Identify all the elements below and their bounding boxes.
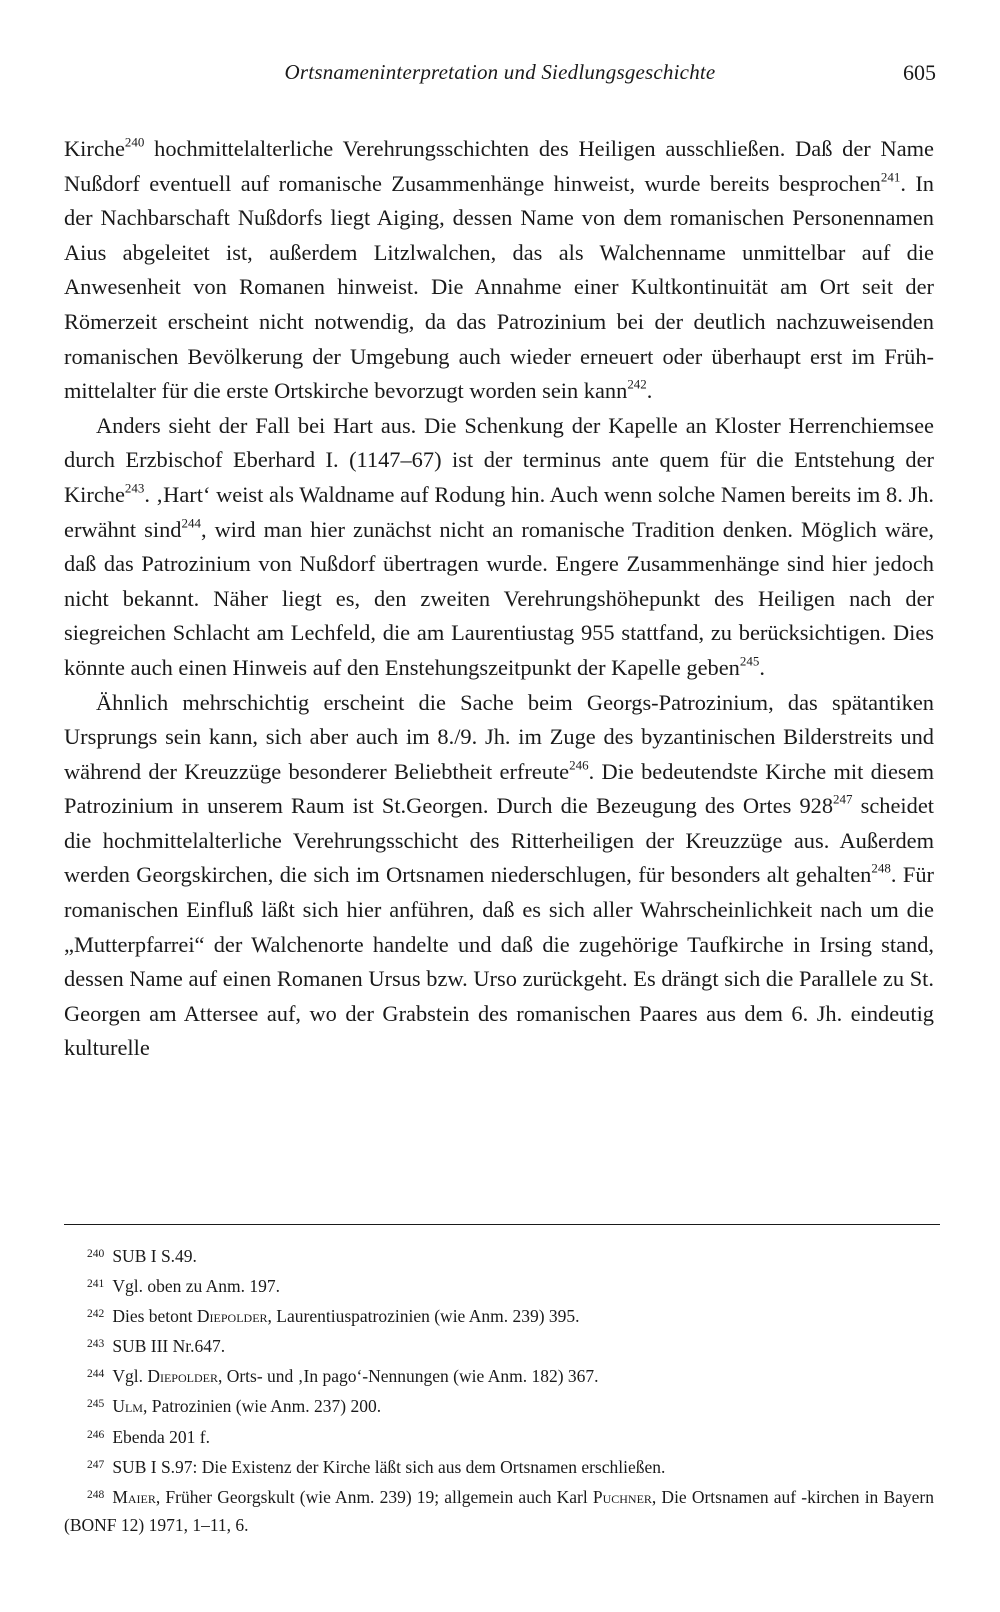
footnote-243 <box>64 1331 934 1361</box>
footnote-text: Dies betont <box>112 1306 197 1327</box>
footnote-text: SUB III Nr.647. <box>112 1336 226 1357</box>
footnote-248 <box>64 1482 934 1540</box>
footnote-ref-247: 247 <box>833 791 853 807</box>
text-run: . <box>759 654 765 680</box>
footnote-number: 244 <box>87 1368 105 1381</box>
footnote-number: 240 <box>87 1248 105 1260</box>
text-run: Anders sieht der Fall bei Hart aus. Die Schenkung der Kapelle an Kloster Herrenchiemsee durch Erzbischof Eberhard I. (1147–67) ist der terminus ante quem für die Entstehung der Kirche <box>64 412 934 507</box>
text-run: . Für romanischen Einfluß läßt sich hier anführen, daß es sich aller Wahrscheinlichkeit nach um die „Mutterpfarrei“ der Walchenorte handelte und daß die zugehörige Taufkirche in Irsing stand, dessen Name auf einen Romanen Ursus bzw. Urso zurückgeht. Es drängt sich die Parallele zu St. Georgen am Attersee auf, wo der Grabstein des romanischen Paares aus dem 6. Jh. eindeutig kulturelle <box>64 862 934 1061</box>
footnote-text: , Orts- und ‚In pago‘-Nennungen (wie Anm. 182) 367. <box>217 1366 599 1387</box>
footnote-text: SUB I S.97: Die Existenz der Kirche läßt sich aus dem Ortsnamen erschließen. <box>112 1456 666 1477</box>
footnote-ref-248: 248 <box>871 861 891 877</box>
footnote-247 <box>64 1452 934 1482</box>
footnote-245 <box>64 1391 934 1421</box>
footnote-ref-242: 242 <box>627 376 647 392</box>
text-run: . In der Nachbarschaft Nußdorfs liegt Aiging, dessen Name von dem romanischen Personennamen Aius abgeleitet ist, außerdem Litzlwalchen, das als Walchenname unmittelbar auf die Anwesenheit von Romanen hinweist. Die Annahme einer Kultkontinuität am Ort seit der Römerzeit erscheint nicht notwendig, da das Patrozinium bei der deutlich nachzuweisenden romanischen Bevölkerung der Umgebung auch wieder erneuert oder überhaupt erst im Frühmittelalter für die erste Ortskirche bevorzugt worden sein kann <box>64 170 934 404</box>
footnote-text: , Patrozinien (wie Anm. 237) 200. <box>142 1396 382 1417</box>
footnote-text: Ebenda 201 f. <box>112 1426 211 1447</box>
footnote-number: 246 <box>87 1428 105 1441</box>
author-name: Maier <box>112 1486 156 1507</box>
paragraph-2 <box>64 409 934 686</box>
footnote-number: 243 <box>87 1338 105 1351</box>
footnote-240 <box>64 1241 934 1271</box>
footnote-number: 248 <box>87 1488 105 1501</box>
footnote-text: , Früher Georgskult (wie Anm. 239) 19; allgemein auch Karl <box>155 1486 593 1507</box>
text-run: Kirche <box>64 136 125 161</box>
footnote-number: 245 <box>87 1398 105 1411</box>
footnote-number: 241 <box>87 1278 105 1291</box>
author-name: Puchner <box>592 1486 652 1507</box>
footnote-text: SUB I S.49. <box>112 1246 197 1267</box>
footnote-text: , Laurentiuspatrozinien (wie Anm. 239) 395. <box>267 1306 580 1327</box>
page-number: 605 <box>903 60 936 85</box>
footnote-241 <box>64 1271 934 1301</box>
footnote-ref-241: 241 <box>880 169 901 185</box>
author-name: Diepolder <box>147 1366 218 1387</box>
footnote-number: 247 <box>87 1458 105 1471</box>
footnote-ref-243: 243 <box>124 480 145 496</box>
paragraph-1 <box>64 132 934 409</box>
main-text <box>64 132 934 1066</box>
footnote-text: Vgl. oben zu Anm. 197. <box>112 1276 281 1297</box>
footnote-ref-244: 244 <box>181 515 201 531</box>
footnote-text: , Die Ortsnamen auf -kirchen in Bayern (BONF 12) 1971, 1–11, 6. <box>64 1486 934 1535</box>
footnote-246 <box>64 1422 934 1452</box>
running-title: Ortsnameninterpretation und Siedlungsgeschichte <box>284 60 716 84</box>
footnote-divider <box>64 1224 940 1225</box>
footnotes <box>64 1241 934 1540</box>
author-name: Diepolder <box>196 1306 268 1327</box>
text-run: . ‚Hart‘ weist als Waldname auf Rodung hin. Auch wenn solche Namen bereits im 8. Jh. erwähnt sind <box>64 481 934 542</box>
paragraph-3 <box>64 686 934 1067</box>
text-run: Ähnlich mehrschichtig erscheint die Sache beim Georgs-Patrozinium, das spätantiken Ursprungs sein kann, sich aber auch im 8./9. Jh. im Zuge des byzantinischen Bilderstreits und während der Kreuzzüge besonderer Beliebtheit erfreute <box>64 689 934 784</box>
text-run: , wird man hier zunächst nicht an romanische Tradition denken. Möglich wäre, daß das Patrozinium von Nußdorf übertragen wurde. Engere Zusammenhänge sind hier jedoch nicht bekannt. Näher liegt es, den zweiten Verehrungshöhepunkt des Heiligen nach der siegreichen Schlacht am Lechfeld, die am Laurentiustag 955 stattfand, zu berücksichtigen. Dies könnte auch einen Hinweis auf den Enstehungszeitpunkt der Kapelle geben <box>64 516 934 680</box>
footnote-ref-240: 240 <box>124 134 145 150</box>
footnote-number: 242 <box>87 1308 105 1321</box>
footnote-244 <box>64 1361 934 1391</box>
text-run: . Die bedeutendste Kirche mit diesem Patrozinium in unserem Raum ist St.Georgen. Durch die Bezeugung des Ortes 928 <box>64 758 934 819</box>
author-name: Ulm <box>112 1396 143 1417</box>
text-run: hochmittelalterliche Verehrungsschichten des Heiligen ausschließen. Daß der Name Nußdorf eventuell auf romanische Zusammenhänge hinweist, wurde bereits besprochen <box>64 136 934 196</box>
text-run: scheidet die hochmittelalterliche Verehrungsschicht des Ritterheiligen der Kreuzzüge aus. Außerdem werden Georgskirchen, die sich im Ortsnamen niederschlugen, für besonders alt gehalten <box>64 793 934 888</box>
text-run: . <box>646 378 653 404</box>
footnote-ref-245: 245 <box>739 653 760 669</box>
footnote-text: Vgl. <box>112 1366 148 1387</box>
footnote-242 <box>64 1301 934 1331</box>
footnote-ref-246: 246 <box>569 757 589 773</box>
running-head <box>64 60 936 96</box>
